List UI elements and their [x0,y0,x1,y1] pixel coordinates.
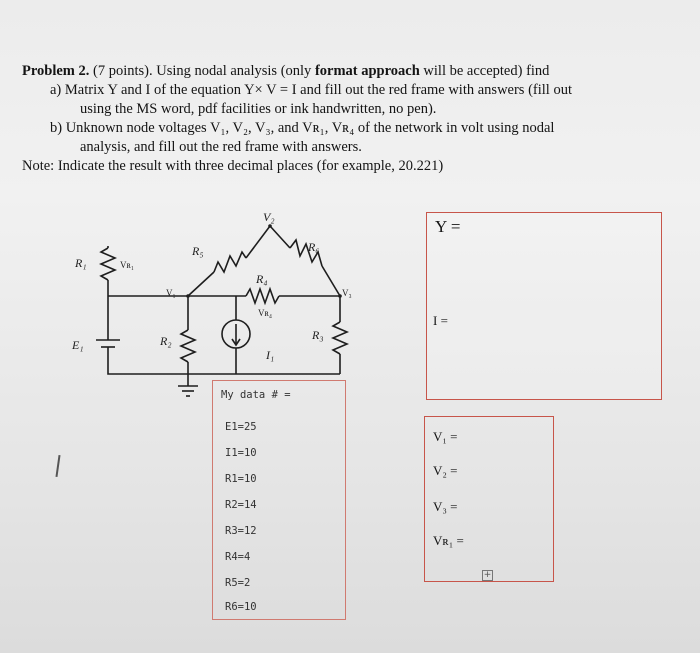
part-a-line2: using the MS word, pdf facilities or ink handwritten, no pen). [80,101,437,117]
my-data-header: My data # = [221,389,291,401]
label-r1: R₁ [75,256,87,270]
r1-resistor [101,248,115,280]
label-v1: V₁ [166,288,176,298]
data-item-r2: R2=14 [225,499,257,511]
problem-number: Problem 2. [22,63,90,79]
voltage-answer-frame[interactable] [424,416,554,582]
node-v1-dot [186,294,190,298]
problem-title-line: Problem 2. (7 points). Using nodal analysis (only format approach will be accepted) find [22,63,550,79]
note-line: Note: Indicate the result with three decimal places (for example, 20.221) [22,158,444,174]
vr1-answer-label: Vʀ₁ = [433,533,464,548]
label-i1: I₁ [266,348,275,362]
r5-resistor [214,252,246,272]
data-item-r6: R6=10 [225,601,257,613]
data-item-r4: R4=4 [225,551,251,563]
data-item-r3: R3=12 [225,525,257,537]
label-vr1: Vʀ₁ [120,260,135,270]
r3-resistor [333,322,347,354]
part-b-line1: b) Unknown node voltages V₁, V₂, V₃, and Vʀ₁, Vʀ₄ of the network in volt using nodal [50,120,555,136]
r4-resistor [246,289,279,303]
v2-answer-label: V₂ = [433,463,458,478]
data-item-r5: R5=2 [225,577,251,589]
label-vr4: Vʀ₄ [258,308,273,318]
label-r5: R₅ [192,244,204,258]
wire-r6-v3 [322,266,340,296]
v3-answer-label: V₃ = [433,499,458,514]
r2-resistor [181,330,195,362]
v1-answer-label: V₁ = [433,429,458,444]
y-label: Y = [435,217,461,236]
part-a-line1: a) Matrix Y and I of the equation Y× V = I and fill out the red frame with answers (fill out [50,82,572,98]
my-data-box [212,380,346,620]
data-item-i1: I1=10 [225,447,257,459]
data-item-e1: E1=25 [225,421,257,433]
label-e1: E₁ [72,338,84,352]
wire-v2-right [270,226,290,248]
label-r3: R₃ [312,328,324,342]
part-b-line2: analysis, and fill out the red frame with answers. [80,139,362,155]
wire-r5-branch [188,272,214,296]
label-r6: R₆ [308,240,320,254]
wire-v2-left [246,226,270,258]
data-item-r1: R1=10 [225,473,257,485]
label-v3: V₃ [342,288,352,298]
label-r4: R₄ [256,272,268,286]
label-v2: V₂ [263,210,275,224]
y-matrix-answer-frame[interactable] [426,212,662,400]
move-handle-icon[interactable]: + [483,570,492,580]
i-label: I = [433,313,448,328]
label-r2: R₂ [160,334,172,348]
wire-e1-bottom [108,347,340,374]
